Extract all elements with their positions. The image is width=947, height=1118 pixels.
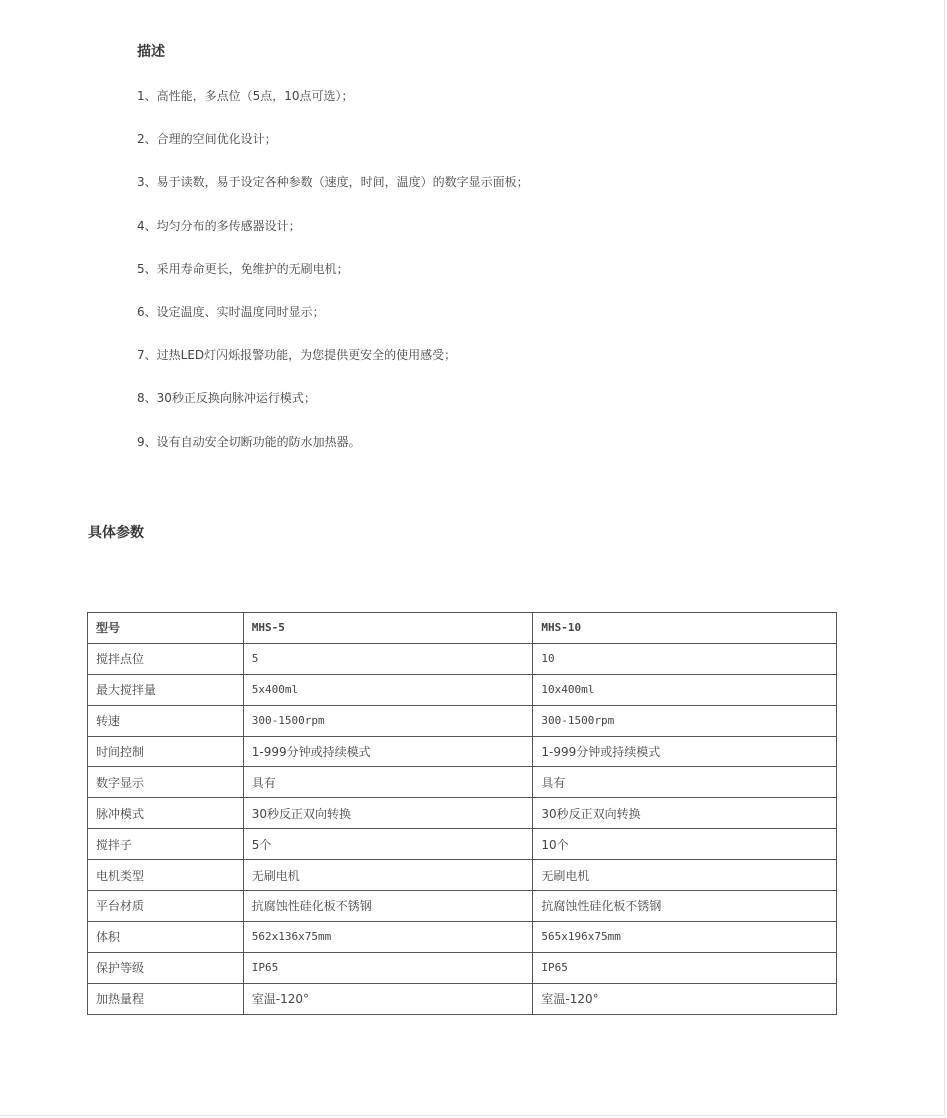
cell-mhs10: 1-999分钟或持续模式	[533, 736, 837, 767]
cell-mhs10: 300-1500rpm	[533, 705, 837, 736]
row-label: 电机类型	[88, 860, 244, 891]
cell-mhs5: 30秒反正双向转换	[243, 798, 533, 829]
table-row	[88, 860, 837, 891]
row-label: 平台材质	[88, 891, 244, 922]
cell-mhs5: 5个	[243, 829, 533, 860]
header-cell-mhs5: MHS-5	[243, 613, 533, 644]
cell-mhs5: 室温-120°	[243, 983, 533, 1014]
cell-mhs5: 1-999分钟或持续模式	[243, 736, 533, 767]
table-row	[88, 767, 837, 798]
feature-list	[137, 87, 529, 476]
row-label: 加热量程	[88, 983, 244, 1014]
header-cell-mhs10: MHS-10	[533, 613, 837, 644]
table-row	[88, 798, 837, 829]
table-row	[88, 921, 837, 952]
cell-mhs5: 300-1500rpm	[243, 705, 533, 736]
cell-mhs10: 10x400ml	[533, 674, 837, 705]
row-label: 最大搅拌量	[88, 674, 244, 705]
table-row	[88, 674, 837, 705]
cell-mhs10: 30秒反正双向转换	[533, 798, 837, 829]
table-row	[88, 736, 837, 767]
cell-mhs10: 抗腐蚀性硅化板不锈钢	[533, 891, 837, 922]
cell-mhs5: 5x400ml	[243, 674, 533, 705]
cell-mhs5: 抗腐蚀性硅化板不锈钢	[243, 891, 533, 922]
feature-item: 8、30秒正反换向脉冲运行模式；	[137, 391, 316, 406]
feature-item: 9、设有自动安全切断功能的防水加热器。	[137, 434, 361, 449]
row-label: 数字显示	[88, 767, 244, 798]
table-row	[88, 705, 837, 736]
row-label: 搅拌点位	[88, 643, 244, 674]
feature-item: 7、过热LED灯闪烁报警功能，为您提供更安全的使用感受；	[137, 348, 457, 363]
cell-mhs5: 具有	[243, 767, 533, 798]
feature-item: 6、设定温度、实时温度同时显示；	[137, 304, 325, 319]
table-header-row	[88, 613, 837, 644]
description-heading: 描述	[137, 44, 165, 60]
cell-mhs10: 565x196x75mm	[533, 921, 837, 952]
table-row	[88, 983, 837, 1014]
cell-mhs10: 具有	[533, 767, 837, 798]
specs-heading: 具体参数	[88, 525, 144, 541]
cell-mhs10: 10	[533, 643, 837, 674]
row-label: 时间控制	[88, 736, 244, 767]
table-row	[88, 891, 837, 922]
cell-mhs10: 室温-120°	[533, 983, 837, 1014]
cell-mhs5: 562x136x75mm	[243, 921, 533, 952]
row-label: 转速	[88, 705, 244, 736]
cell-mhs5: IP65	[243, 952, 533, 983]
row-label: 保护等级	[88, 952, 244, 983]
feature-item: 5、采用寿命更长，免维护的无刷电机；	[137, 261, 349, 276]
header-cell-model: 型号	[88, 613, 244, 644]
table-row	[88, 829, 837, 860]
row-label: 脉冲模式	[88, 798, 244, 829]
row-label: 搅拌子	[88, 829, 244, 860]
cell-mhs5: 无刷电机	[243, 860, 533, 891]
feature-item: 1、高性能，多点位（5点，10点可选）；	[137, 89, 354, 103]
cell-mhs10: 无刷电机	[533, 860, 837, 891]
table-row	[88, 643, 837, 674]
cell-mhs10: IP65	[533, 952, 837, 983]
feature-item: 4、均匀分布的多传感器设计；	[137, 218, 301, 233]
row-label: 体积	[88, 921, 244, 952]
feature-item: 3、易于读数，易于设定各种参数（速度，时间，温度）的数字显示面板；	[137, 175, 529, 190]
feature-item: 2、合理的空间优化设计；	[137, 132, 277, 147]
cell-mhs10: 10个	[533, 829, 837, 860]
table-row	[88, 952, 837, 983]
spec-table	[87, 612, 837, 1015]
cell-mhs5: 5	[243, 643, 533, 674]
